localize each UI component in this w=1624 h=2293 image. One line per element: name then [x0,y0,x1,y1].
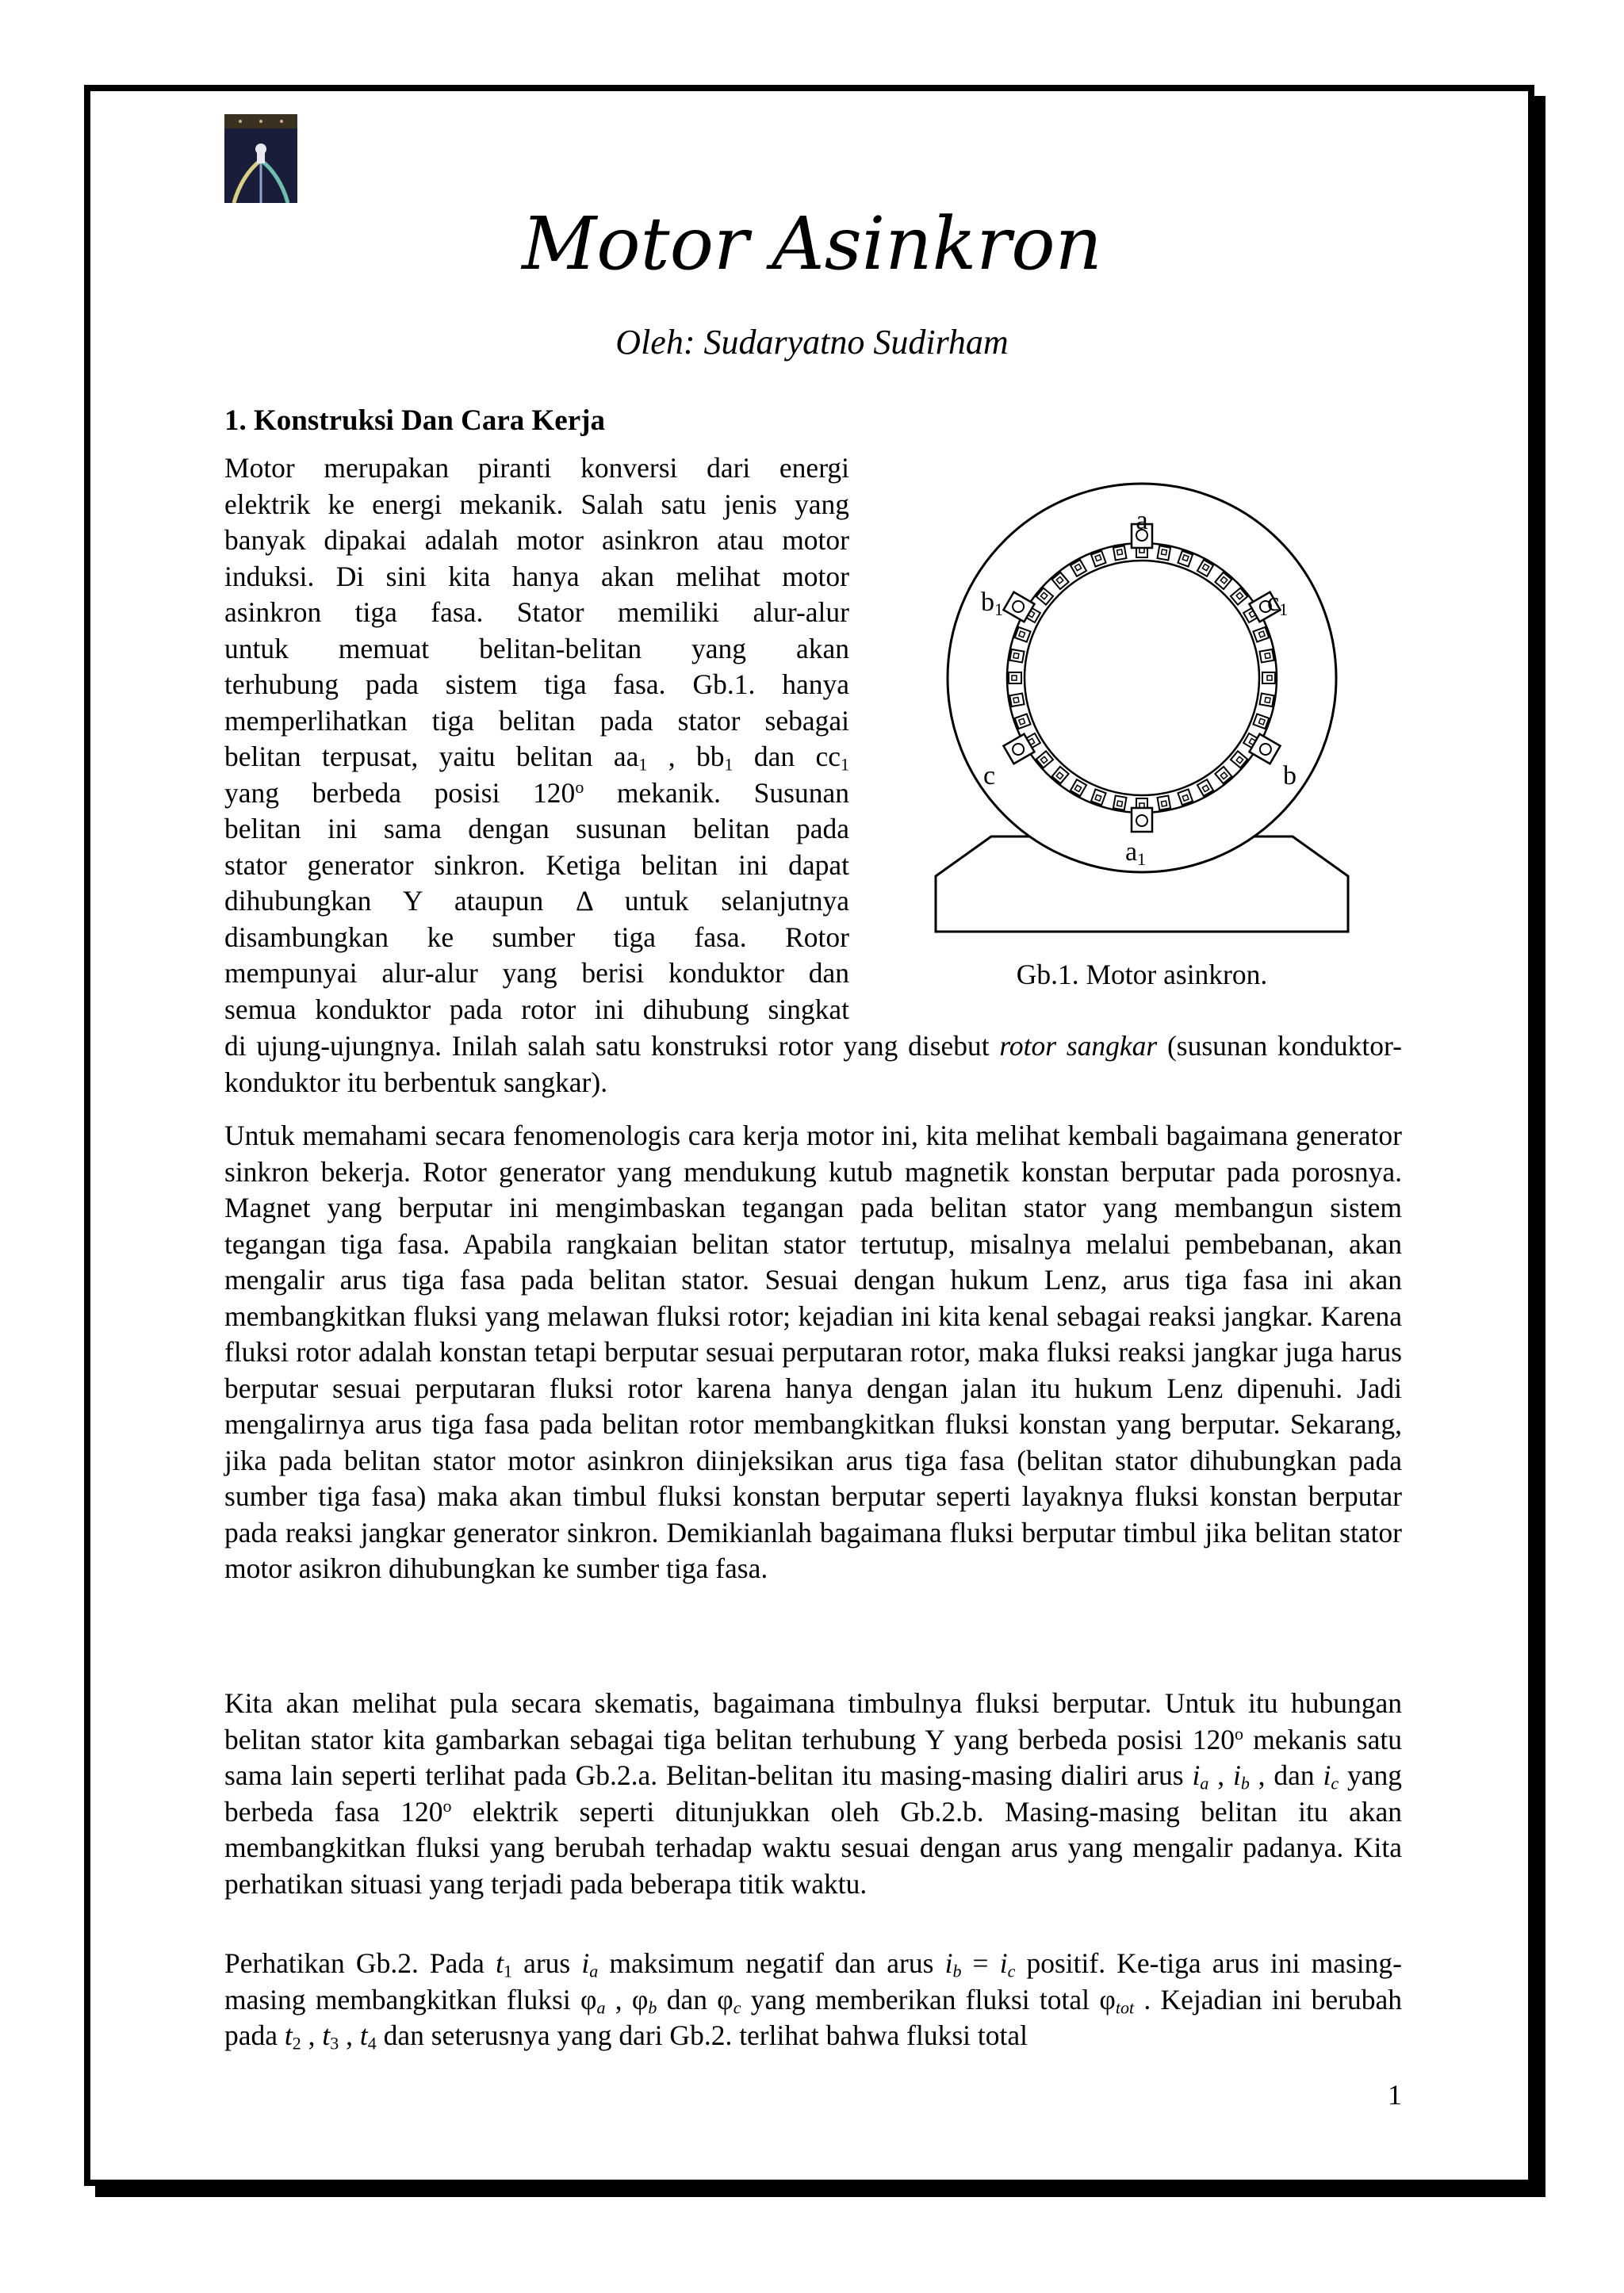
text-run: maksimum negatif dan arus [598,1947,945,1979]
text-line [224,775,849,812]
section-heading: 1. Konstruksi Dan Cara Kerja [224,404,605,437]
emphasis: rotor sangkar [999,1030,1158,1062]
symbol-t: t [359,2019,368,2051]
symbol-i: i [581,1947,590,1979]
text-line: elektrik ke energi mekanik. Salah satu jenis yang [224,488,849,520]
text-run: belitan terpusat, yaitu belitan aa [224,741,639,772]
text-run: dan [657,1983,718,2015]
subscript: c [1007,1961,1016,1981]
label-b1: b1 [981,588,1003,619]
text-run: , dan [1249,1759,1323,1791]
coil-slot [1132,808,1152,832]
text-run: positif. Ke-tiga arus ini masing-masing membangkitkan fluksi [224,1947,1402,2015]
stator-slot [1262,672,1275,683]
label-a1: a1 [1124,837,1147,869]
text-run: yang berbeda posisi 120 [224,776,576,809]
label-a: a [1136,506,1148,535]
stator-slot [1158,795,1171,810]
text-line: dihubungkan Y ataupun Δ untuk selanjutnya [224,885,849,917]
label-c: c [983,761,996,790]
text-run: arus [511,1947,582,1979]
subscript: a [1200,1773,1209,1793]
author-logo [224,114,297,203]
stator-slot [1009,649,1024,663]
stator-slot [1113,795,1127,810]
text-line [224,739,849,775]
text-run: di ujung-ujungnya. Inilah salah satu konstruksi rotor yang disebut [224,1030,1000,1062]
text-run: mekanis satu sama lain seperti terlihat pada Gb.2.a. Belitan-belitan itu masing-masing dialiri arus [224,1723,1402,1791]
subscript: 1 [503,1961,512,1981]
author-line: Oleh: Sudaryatno Sudirham [615,323,1009,362]
subscript: 2 [292,2033,301,2054]
figure-caption: Gb.1. Motor asinkron. [1016,959,1268,990]
subscript: a [589,1961,599,1981]
text-run: yang memberikan fluksi total [741,1983,1100,2015]
subscript: 1 [841,754,850,775]
text-run: , [1208,1759,1233,1791]
symbol-t: t [496,1947,504,1979]
subscript: 1 [638,754,648,775]
superscript: o [442,1795,452,1816]
text-run: dan seterusnya yang dari Gb.2. terlihat bahwa fluksi total [376,2019,1028,2051]
subscript: a [596,1997,606,2017]
paragraph-4 [224,1946,1402,2054]
symbol-i: i [999,1947,1008,1979]
text-run: (susunan konduktor-konduktor itu berbentuk sangkar). [224,1030,1402,1098]
subscript: c [733,1997,741,2017]
superscript: o [575,776,584,797]
stator-slot [1259,649,1274,663]
text-line: Motor merupakan piranti konversi dari energi [224,452,849,484]
text-run: , [605,1983,632,2015]
page-number: 1 [1388,2079,1402,2111]
stator-slot [1113,545,1127,560]
symbol-phi: φ [717,1983,733,2015]
symbol-i: i [1232,1759,1241,1791]
symbol-i: i [944,1947,953,1979]
text-line: induksi. Di sini kita hanya akan melihat motor [224,560,849,592]
paragraph-3 [224,1686,1402,1902]
symbol-phi: φ [1099,1983,1116,2015]
symbol-i: i [1192,1759,1201,1791]
text-run: Perhatikan Gb.2. Pada [224,1947,496,1979]
text-run: , [301,2019,323,2051]
text-line: untuk memuat belitan-belitan yang akan [224,632,849,664]
paragraph-1-continuation [224,1028,1402,1101]
symbol-phi: φ [631,1983,649,2015]
text-line: asinkron tiga fasa. Stator memiliki alur-alur [224,596,849,628]
subscript: tot [1115,1997,1135,2017]
stator-slot [1158,545,1171,560]
subscript: c [1331,1773,1339,1793]
subscript: b [952,1961,962,1981]
label-c1: c1 [1267,588,1289,619]
stator-slot [1009,672,1021,683]
text-line: mempunyai alur-alur yang berisi konduktor dan [224,957,849,989]
text-run: = [961,1947,1000,1979]
stator-slot [1259,694,1274,707]
symbol-phi: φ [580,1983,597,2015]
text-line: disambungkan ke sumber tiga fasa. Rotor [224,921,849,953]
subscript: 1 [724,754,733,775]
subscript: b [648,1997,657,2017]
text-run: mekanik. Susunan [584,776,849,809]
text-line: stator generator sinkron. Ketiga belitan ini dapat [224,848,849,881]
text-line: memperlihatkan tiga belitan pada stator sebagai [224,704,849,737]
subscript: 3 [330,2033,339,2054]
superscript: o [1235,1723,1244,1744]
symbol-t: t [322,2019,331,2051]
symbol-t: t [284,2019,293,2051]
paragraph-2: Untuk memahami secara fenomenologis cara kerja motor ini, kita melihat kembali bagaimana generator sinkron bekerja. Rotor generator yang mendukung kutub magnetik konstan berputar pada porosnya. Magnet yang berputar ini mengimbaskan tegangan pada belitan stator yang membangun sistem tegangan tiga fasa. Apabila rangkaian belitan stator tertutup, misalnya melalui pembebanan, akan mengalir arus tiga fasa pada belitan stator. Sesuai dengan hukum Lenz, arus tiga fasa ini akan membangkitkan fluksi yang melawan fluksi rotor; kejadian ini kita kenal sebagai reaksi jangkar. Karena fluksi rotor adalah konstan tetapi berputar sesuai perputaran rotor, maka fluksi reaksi jangkar juga harus berputar sesuai perputaran fluksi rotor karena hanya dengan jalan itu hukum Lenz dipenuhi. Jadi mengalirnya arus tiga fasa pada belitan rotor membangkitkan fluksi konstan yang berputar. Sekarang, jika pada belitan stator motor asinkron diinjeksikan arus tiga fasa (belitan stator dihubungkan pada sumber tiga fasa) maka akan timbul fluksi konstan berputar seperti layaknya fluksi konstan berputar pada reaksi jangkar generator sinkron. Demikianlah bagaimana fluksi berputar timbul jika belitan stator motor asikron dihubungkan ke sumber tiga fasa. [224,1120,1402,1584]
motor-diagram [928,480,1356,940]
text-run: yang berbeda fasa 120 [224,1759,1402,1828]
text-run: elektrik seperti ditunjukkan oleh Gb.2.b. Masing-masing belitan itu akan membangkitkan fluksi yang berubah terhadap waktu sesuai dengan arus yang mengalir padanya. Kita perhatikan situasi yang terjadi pada beberapa titik waktu. [224,1795,1402,1900]
page-title: Motor Asinkron [522,201,1102,286]
symbol-i: i [1323,1759,1331,1791]
subscript: 4 [367,2033,377,2054]
text-run: Kita akan melihat pula secara skematis, bagaimana timbulnya fluksi berputar. Untuk itu hubungan belitan stator kita gambarkan sebagai tiga belitan terhubung Y yang berbeda posisi 120 [224,1687,1402,1755]
text-line: banyak dipakai adalah motor asinkron atau motor [224,524,849,556]
subscript: b [1240,1773,1250,1793]
text-run: . Kejadian ini berubah pada [224,1983,1403,2051]
text-run: dan cc [733,741,841,772]
label-b: b [1283,761,1297,790]
text-line: belitan ini sama dengan susunan belitan pada [224,813,849,844]
stator-slot [1009,694,1024,707]
text-line: terhubung pada sistem tiga fasa. Gb.1. hanya [224,668,849,700]
text-line: semua konduktor pada rotor ini dihubung singkat [224,993,849,1025]
text-run: , [339,2019,360,2051]
paragraph-1-left-column [224,450,849,1028]
text-run: , bb [647,741,725,772]
